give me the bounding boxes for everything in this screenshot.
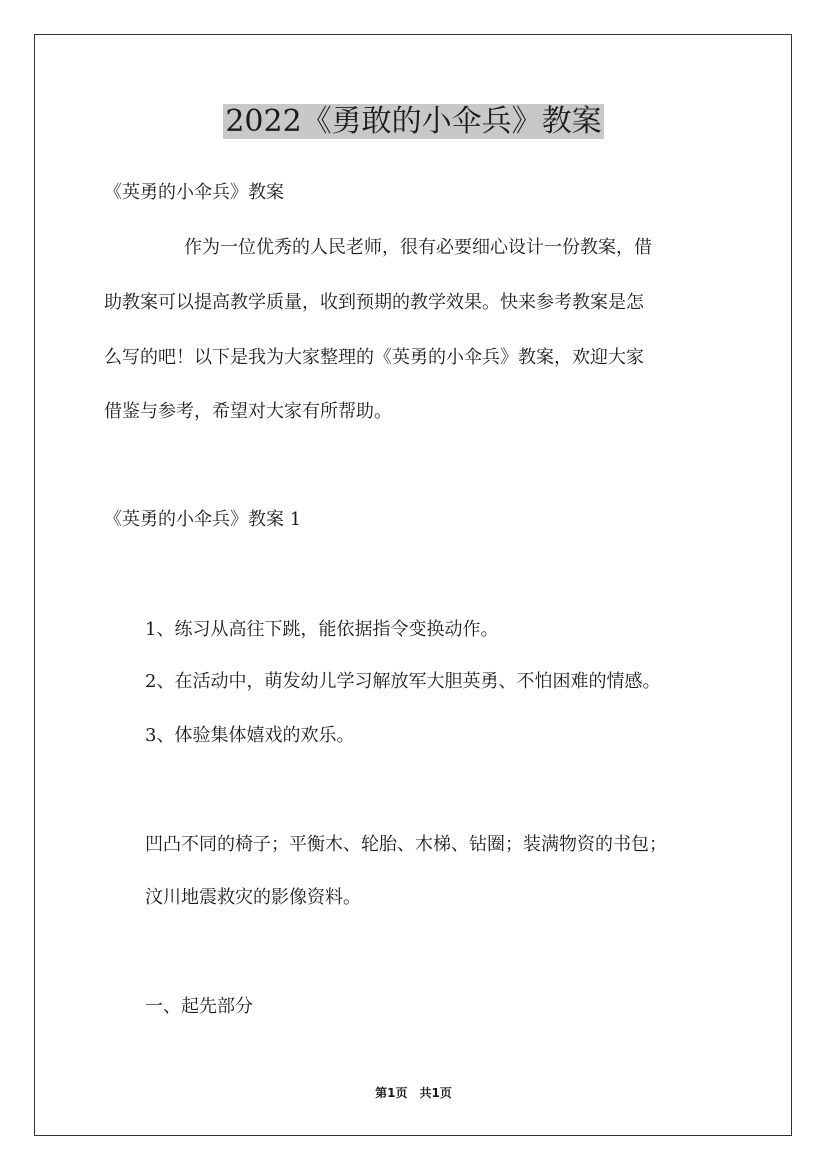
intro-line-4: 借鉴与参考，希望对大家有所帮助。	[104, 401, 392, 422]
intro-line-2: 助教案可以提高教学质量，收到预期的教学效果。快来参考教案是怎	[104, 292, 644, 313]
materials-line-2: 汶川地震救灾的影像资料。	[145, 887, 361, 908]
page-footer: 第1页 共1页	[375, 1086, 452, 1100]
section-heading: 《英勇的小伞兵》教案 1	[104, 509, 302, 530]
goal-item-3: 3、体验集体嬉戏的欢乐。	[145, 725, 355, 746]
goal-item-1: 1、练习从高往下跳，能依据指令变换动作。	[145, 619, 499, 640]
intro-line-3: 么写的吧！以下是我为大家整理的《英勇的小伞兵》教案，欢迎大家	[104, 347, 644, 368]
document-subtitle: 《英勇的小伞兵》教案	[104, 182, 284, 203]
part-heading: 一、起先部分	[145, 996, 253, 1017]
document-title: 2022《勇敢的小伞兵》教案	[225, 104, 602, 139]
goal-item-2: 2、在活动中，萌发幼儿学习解放军大胆英勇、不怕困难的情感。	[145, 671, 661, 692]
materials-line-1: 凹凸不同的椅子；平衡木、轮胎、木梯、钻圈；装满物资的书包；	[145, 834, 667, 855]
intro-line-1: 作为一位优秀的人民老师，很有必要细心设计一份教案，借	[184, 237, 652, 258]
